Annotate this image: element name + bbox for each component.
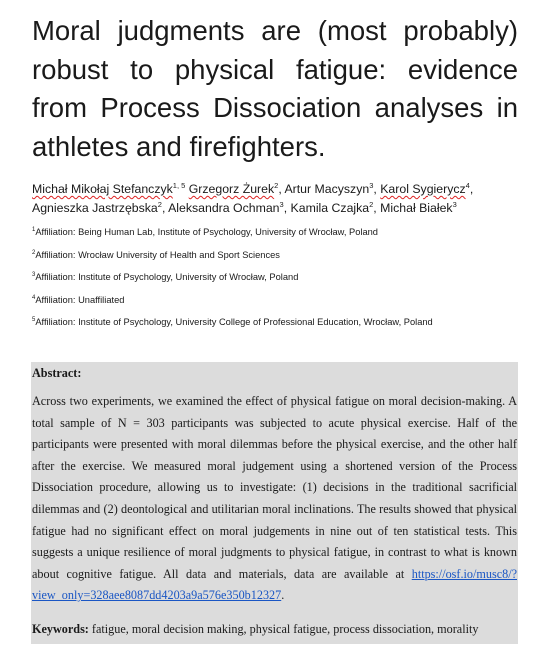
author-name: Artur Macyszyn: [284, 182, 370, 196]
author-affiliation-mark: 2: [157, 199, 162, 209]
author-name: Kamila Czajka: [290, 201, 370, 215]
affiliation-list: [32, 225, 520, 338]
affiliation-number: 2: [32, 249, 36, 256]
data-link[interactable]: https://osf.io/musc8/?view_only=328aee8087dd4203a9a576e350b12327: [32, 566, 518, 603]
affiliation-text: Affiliation: Institute of Psychology, University of Wrocław, Poland: [35, 272, 299, 283]
affiliation-number: 3: [32, 272, 36, 279]
affiliation-item: [32, 225, 520, 248]
author-affiliation-mark: 4: [465, 180, 470, 190]
affiliation-item: [32, 315, 520, 338]
author: [380, 201, 457, 215]
affiliation-text: Affiliation: Institute of Psychology, University College of Professional Education, Wrocław, Poland: [35, 317, 433, 328]
author: Grzegorz Żurek$^2$,: [188, 180, 285, 196]
author-name: Aleksandra Ochman: [168, 201, 280, 215]
affiliation-text: Affiliation: Being Human Lab, Institute of Psychology, University of Wrocław, Poland: [35, 227, 378, 237]
keywords-label: Keywords:: [32, 622, 89, 636]
keywords-text: fatigue, moral decision making, physical fatigue, process dissociation, morality: [88, 622, 479, 636]
author: Artur Macyszyn$^3$,: [284, 180, 381, 196]
author-affiliation-mark: 2: [369, 199, 374, 209]
author-name: Michał Białek: [380, 201, 453, 215]
affiliation-number: 1: [32, 226, 36, 233]
affiliation-item: [32, 293, 520, 316]
abstract-body: [32, 391, 517, 607]
abstract-end-punctuation: .: [281, 588, 285, 603]
abstract-heading: Abstract:: [32, 366, 82, 380]
author-name: Grzegorz Żurek: [188, 182, 275, 196]
author: Agnieszka Jastrzębska$^2$,: [32, 199, 169, 215]
paper-title: Moral judgments are (most probably) robust to physical fatigue: evidence from Process Dissociation analyses in athletes and firefighters.: [32, 15, 518, 162]
author-name: Michał Mikołaj Stefanczyk: [32, 182, 173, 196]
keywords-line: [32, 621, 517, 637]
author-affiliation-mark: 3: [452, 199, 457, 209]
affiliation-text: Affiliation: Wrocław University of Health and Sport Sciences: [35, 249, 280, 260]
author: Karol Sygierycz$^4$,: [380, 180, 474, 196]
author-affiliation-mark: 1, 5: [172, 180, 186, 190]
affiliation-item: [32, 248, 520, 271]
abstract-text: Across two experiments, we examined the effect of physical fatigue on moral decision-making. A total sample of N = 303 participants was subjected to acute physical exercise. Half of the participants were presented with moral dilemmas before the physical exercise, and the other half after the exercise. We measured moral judgement using a shortened version of the Process Dissociation procedure, allowing us to investigate: (1) decisions in the traditional sacrificial dilemmas and (2) deontological and utilitarian moral inclinations. The results showed that physical fatigue had no significant effect on moral judgements in nine out of ten statistical tests. This suggests a unique resilience of moral judgments to physical fatigue, in contrast to what is known about cognitive fatigue. All data and materials, data are available at: [32, 394, 517, 581]
affiliation-number: 5: [32, 317, 36, 324]
author-affiliation-mark: 3: [369, 180, 374, 190]
author-affiliation-mark: 2: [274, 180, 279, 190]
author: Kamila Czajka$^2$,: [290, 199, 381, 215]
author-affiliation-mark: 3: [279, 199, 284, 209]
author-list: [32, 180, 520, 218]
affiliation-item: [32, 270, 520, 293]
affiliation-text: Affiliation: Unaffiliated: [35, 294, 125, 305]
affiliation-number: 4: [32, 294, 36, 301]
author: [32, 182, 189, 196]
author: Aleksandra Ochman$^3$,: [168, 199, 291, 215]
author-name: Karol Sygierycz: [380, 182, 466, 196]
author-name: Agnieszka Jastrzębska: [32, 201, 158, 215]
abstract-box: [31, 362, 518, 644]
